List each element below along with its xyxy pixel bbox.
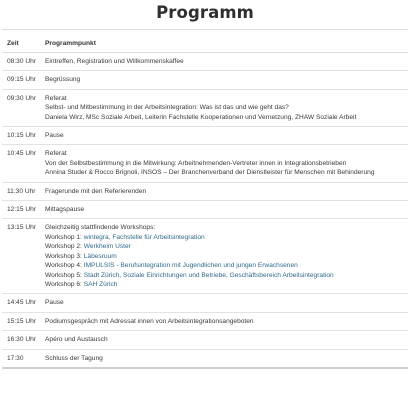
program-item-cell [40,294,408,312]
table-row [2,294,408,312]
program-item-text: Referat [45,94,67,102]
workshop-link[interactable]: IMPULSIS - Berufsintegration mit Jugendlichen und jungen Erwachsenen [83,262,298,270]
program-item-text: Gleichzeitig stattfindende Workshops: [45,224,156,232]
workshop-item [45,271,408,280]
program-item-text: Pause [45,299,64,307]
program-item-cell [40,312,408,330]
program-item-text: Pause [45,132,64,140]
program-item-text: Referat [45,150,67,158]
program-item-text: Eintreffen, Registration und Willkommenskaffee [45,58,184,65]
program-item-cell [40,53,408,71]
workshop-link[interactable]: Läbesruum [83,252,117,260]
table-row [2,53,408,71]
time-cell: 09:15 Uhr [2,71,40,89]
table-row [2,182,408,200]
program-item-text: Mittagspause [45,206,85,214]
program-item-cell [40,89,408,126]
table-row [2,349,408,368]
column-header-item: Programmpunkt [40,30,408,53]
time-cell: 16:30 Uhr [2,331,40,349]
workshop-label: Workshop 2: [45,243,84,251]
workshop-item [45,242,408,251]
program-item-text: Begrüssung [45,76,81,84]
column-header-time: Zeit [2,30,40,53]
program-item-cell [40,127,408,145]
time-cell: 09:30 Uhr [2,89,40,126]
table-row [2,127,408,145]
program-item-text: Daniela Wirz, MSc Soziale Arbeit, Leiterin Fachstelle Kooperationen und Vernetzung, ZHAW Soziale Arbeit [45,113,357,121]
program-item-text: Annina Studer & Rocco Brignoli, INSOS – Der Branchenverband der Dienstleister für Menschen mit Behinderung [45,169,375,177]
workshop-item [45,261,408,270]
program-item-cell [40,201,408,219]
time-cell: 11:30 Uhr [2,182,40,200]
time-cell: 08:30 Uhr [2,53,40,71]
program-table [2,30,408,369]
time-cell: 10:45 Uhr [2,145,40,182]
table-row [2,331,408,349]
table-row [2,201,408,219]
program-item-cell [40,145,408,182]
table-row [2,71,408,89]
program-item-text: Schluss der Tagung [45,354,103,362]
workshop-label: Workshop 6: [45,280,84,288]
program-body [2,53,408,368]
workshop-item [45,280,408,289]
program-item-cell [40,71,408,89]
time-cell: 17:30 [2,349,40,368]
program-item-text: Von der Selbstbestimmung in die Mitwirkung: Arbeitnehmenden-Vertreter innen in Integrationsbetrieben [45,159,347,167]
time-cell: 15:15 Uhr [2,312,40,330]
program-item-text: Fragerunde mit den Referierenden [45,187,147,195]
table-row [2,312,408,330]
table-row [2,145,408,182]
table-row [2,219,408,294]
workshop-link[interactable]: wintegra, Fachstelle für Arbeitsintegration [83,233,205,241]
program-item-text: Selbst- und Mitbestimmung in der Arbeitsintegration: Was ist das und wie geht das? [45,104,289,112]
workshop-item [45,252,408,261]
time-cell: 13:15 Uhr [2,219,40,294]
program-item-cell [40,219,408,294]
time-cell: 12:15 Uhr [2,201,40,219]
time-cell: 10:15 Uhr [2,127,40,145]
program-item-cell [40,182,408,200]
program-item-text: Apéro und Austausch [45,336,108,344]
workshop-link[interactable]: SAH Zürich [83,280,118,288]
workshop-label: Workshop 5: [45,271,84,279]
table-row [2,89,408,126]
program-item-text: Podiumsgespräch mit Adressat innen von Arbeitsintegrationsangeboten [45,317,254,325]
workshop-link[interactable]: Stadt Zürich, Soziale Einrichtungen und Betriebe, Geschäftsbereich Arbeitsintegration [83,271,334,279]
workshop-link[interactable]: Werkheim Uster [83,243,131,251]
time-cell: 14:45 Uhr [2,294,40,312]
page-title: Programm [156,3,254,22]
workshop-item [45,233,408,242]
workshop-label: Workshop 1: [45,233,84,241]
program-item-cell [40,349,408,368]
workshop-label: Workshop 4: [45,262,84,270]
program-item-cell [40,331,408,349]
workshop-label: Workshop 3: [45,252,84,260]
table-header-row [2,30,408,53]
